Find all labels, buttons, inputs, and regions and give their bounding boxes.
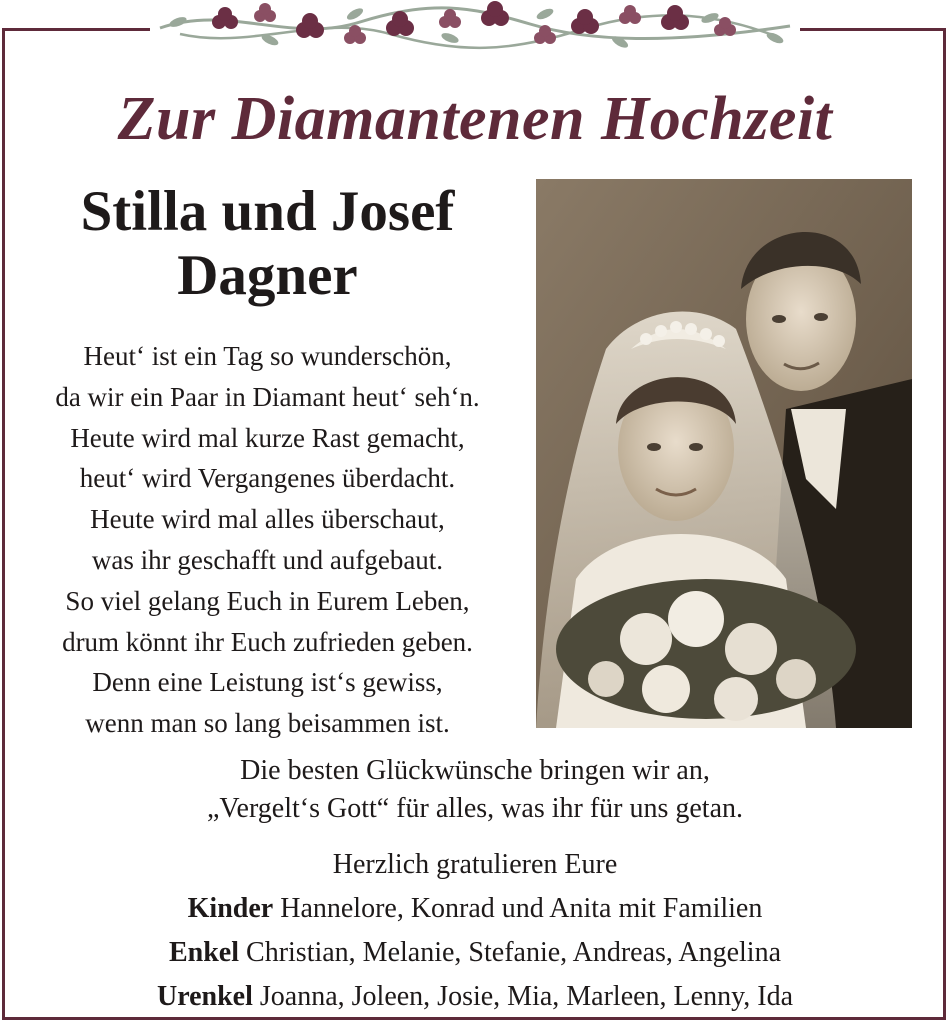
family-names: Christian, Melanie, Stefanie, Andreas, Angelina [246, 937, 781, 968]
closing-line-2: „Vergelt‘s Gott“ für alles, was ihr für uns getan. [207, 793, 743, 824]
poem-line: da wir ein Paar in Diamant heut‘ seh‘n. [55, 381, 480, 412]
page-title: Zur Diamantenen Hochzeit [117, 85, 833, 153]
greeting-block [0, 843, 950, 1019]
family-label: Enkel [168, 937, 240, 968]
poem-line: So viel gelang Euch in Eurem Leben, [65, 585, 470, 616]
poem-line: Heut‘ ist ein Tag so wunderschön, [83, 341, 452, 371]
poem-line: Heute wird mal kurze Rast gemacht, [70, 422, 465, 453]
names-line-2: Dagner [177, 244, 358, 307]
flower-garland-ornament [150, 0, 800, 60]
poem-line: drum könnt ihr Euch zufrieden geben. [62, 626, 473, 657]
closing-lines [0, 752, 950, 828]
family-names: Hannelore, Konrad und Anita mit Familien [280, 893, 763, 924]
poem [20, 336, 515, 744]
family-line-kinder [0, 887, 950, 931]
family-label: Kinder [187, 893, 274, 924]
family-label: Urenkel [156, 981, 253, 1012]
poem-line: Denn eine Leistung ist‘s gewiss, [92, 667, 443, 698]
poem-line: Heute wird mal alles überschaut, [90, 504, 445, 535]
poem-line: wenn man so lang beisammen ist. [85, 708, 450, 739]
family-line-enkel [0, 931, 950, 975]
closing-line-1: Die besten Glückwünsche bringen wir an, [240, 755, 710, 786]
names-line-1: Stilla und Josef [80, 180, 455, 243]
wedding-photo [536, 179, 912, 728]
poem-line: was ihr geschafft und aufgebaut. [91, 544, 444, 575]
couple-names [20, 180, 515, 308]
greeting-line: Herzlich gratulieren Eure [332, 849, 618, 880]
family-line-urenkel [0, 975, 950, 1019]
poem-line: heut‘ wird Vergangenes überdacht. [79, 463, 456, 494]
family-names: Joanna, Joleen, Josie, Mia, Marleen, Lenny, Ida [259, 981, 794, 1012]
